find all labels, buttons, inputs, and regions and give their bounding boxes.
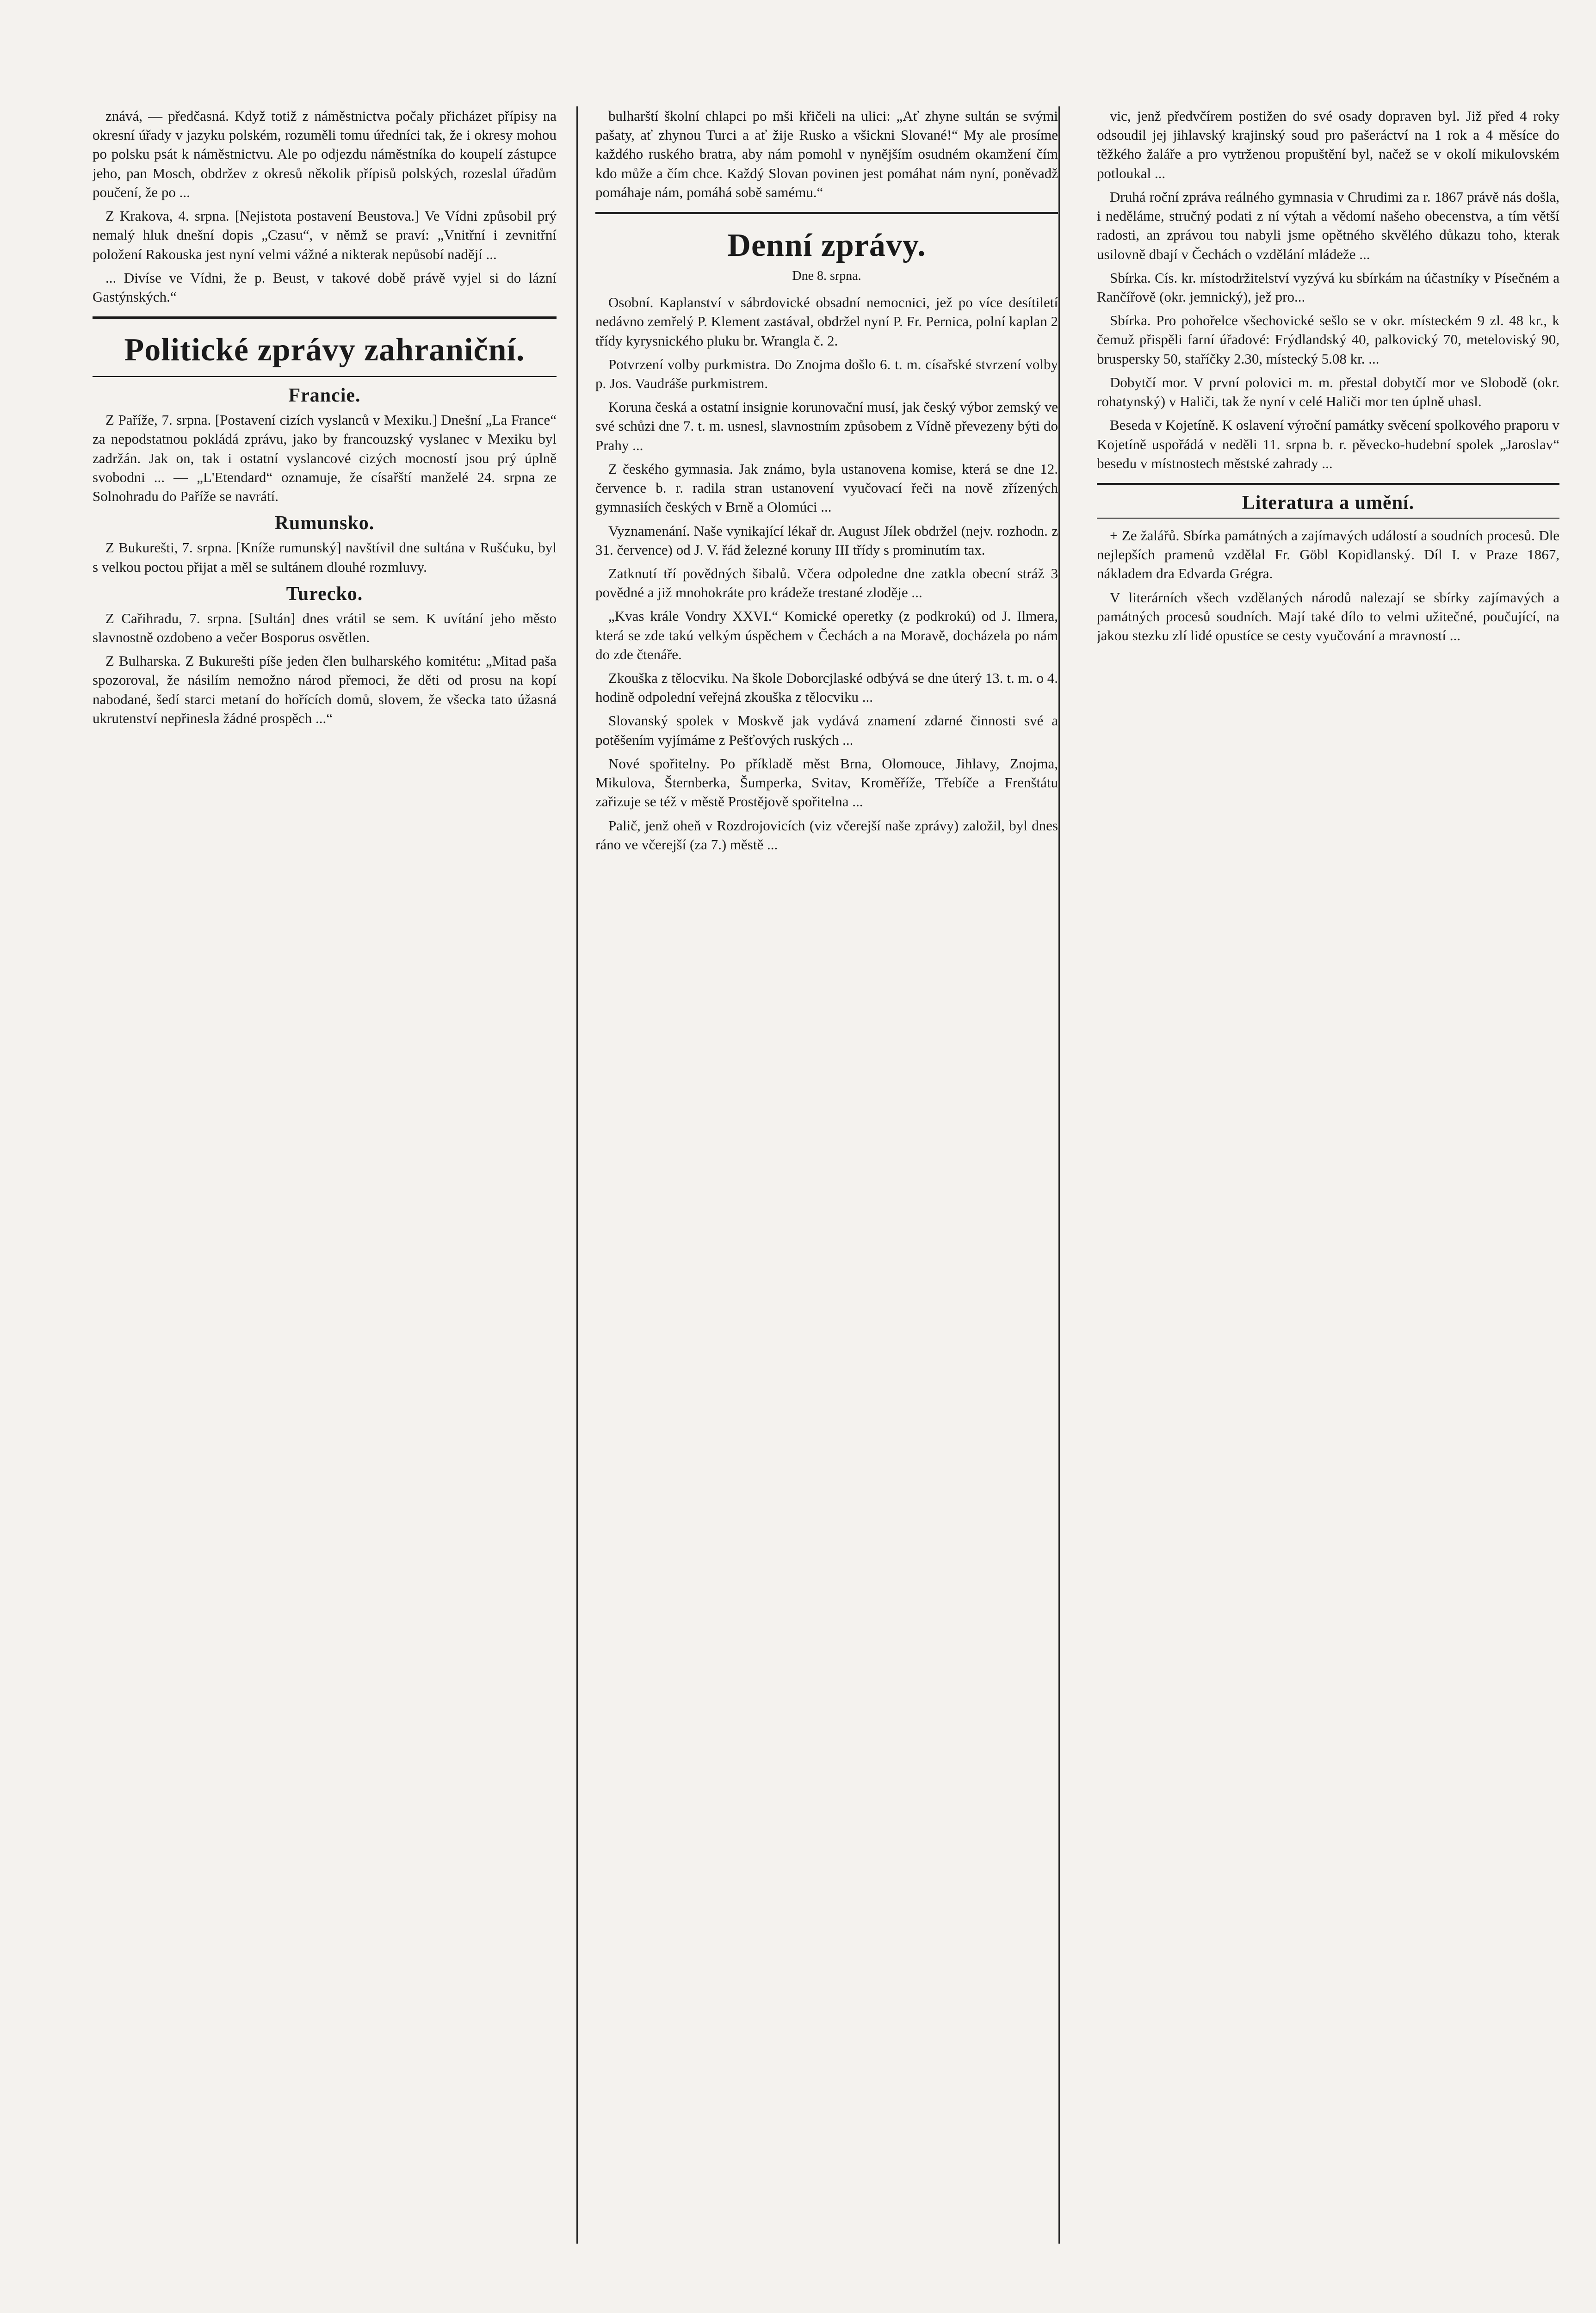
- divider: [595, 212, 1058, 214]
- paragraph: Z českého gymnasia. Jak známo, byla ustanovena komise, která se dne 12. července b. r. radila stran ustanovení vyučovací řeči na nově zřízených gymnasiích českých v Brně a Olomúci ...: [595, 460, 1058, 515]
- section-title-literature: Literatura a umění.: [1242, 492, 1415, 513]
- paragraph: Koruna česká a ostatní insignie korunovační musí, jak český výbor zemský ve své schůzi dne 7. t. m. usnesl, slavnostním způsobem z Vídně převezeny býti do Prahy ...: [595, 399, 1058, 453]
- paragraph: Palič, jenž oheň v Rozdrojovicích (viz včerejší naše zprávy) založil, byl dnes ráno ve včerejší (za 7.) městě ...: [595, 817, 1058, 853]
- paragraph: Zatknutí tří povědných šibalů. Včera odpoledne dne zatkla obecní stráž 3 povědné a již mnohokráte pro krádeže trestané zloděje ...: [595, 565, 1058, 601]
- column-3: [1097, 106, 1559, 2244]
- paragraph: Z Krakova, 4. srpna. [Nejistota postavení Beustova.] Ve Vídni způsobil prý nemalý hluk dnešní dopis „Czasu“, v němž se praví: „Vnitřní i zevnitřní položení Rakouska jest nyní velmi vážné a nikterak nepůsobí nadějí ...: [93, 208, 557, 262]
- paragraph: Z Bulharska. Z Bukurešti píše jeden člen bulharského komitétu: „Mitad paša spozoroval, že násilím nemožno národ přemoci, že děti od prosu na kopí nabodané, šedí starci metaní do hořících domů, slovem, že všecka tato úžasná ukrutenství nepřinesla žádné prospěch ...“: [93, 653, 557, 726]
- paragraph: bulharští školní chlapci po mši křičeli na ulici: „Ať zhyne sultán se svými pašaty, ať zhynou Turci a ať žije Rusko a všickni Slované!“ My ale prosíme každého ruského bratra, aby nám pomohl v nynějším osudném okamžení čím kdo může a čím chce. Každý Slovan povinen jest pomáhat nám nyní, poněvadž pomáhaje nám, pomáhá sobě samému.“: [595, 108, 1058, 200]
- paragraph: Z Paříže, 7. srpna. [Postavení cizích vyslanců v Mexiku.] Dnešní „La France“ za nepodstatnou pokládá zprávu, jako by francouzský vyslanec v Mexiku byl zadržán. Jak on, tak i ostatní vyslancové cizých mocností jsou prý úplně svobodni ... — „L'Etendard“ oznamuje, že císařští manželé 24. srpna ze Solnohradu do Paříže se navrátí.: [93, 412, 557, 505]
- subhead-france: Francie.: [288, 385, 361, 407]
- paragraph: vic, jenž předvčírem postižen do své osady dopraven byl. Již před 4 roky odsoudil jej jihlavský krajinský soud pro pašeráctví na 1 rok a 4 měsíce do těžkého žaláře a pro vytrženou propuštění byl, načež se v okolí mikulovském potloukal ...: [1097, 108, 1559, 181]
- paragraph: V literárních všech vzdělaných národů nalezají se sbírky zajímavých a památných procesů soudních. Mají také dílo to velmi užitečné, poučující, na jakou stezku zlí lidé opustíce se cesty vyučování a mravností ...: [1097, 589, 1559, 644]
- paragraph: Druhá roční zpráva reálného gymnasia v Chrudimi za r. 1867 právě nás došla, i neděláme, stručný podati z ní výtah a vědomí našeho obecenstva, a tím větší radosti, an zprávou tou nabyli jsme opětného skvělého důkazu toho, kterak usilovně dbají v Čechách o vzdělání mládeže ...: [1097, 188, 1559, 262]
- paragraph: Potvrzení volby purkmistra. Do Znojma došlo 6. t. m. císařské stvrzení volby p. Jos. Vaudráše purkmistrem.: [595, 356, 1058, 391]
- paragraph: Z Cařihradu, 7. srpna. [Sultán] dnes vrátil se sem. K uvítání jeho město slavnostně ozdobeno a večer Bosporus osvětlen.: [93, 610, 557, 645]
- paragraph: Nové spořitelny. Po příkladě měst Brna, Olomouce, Jihlavy, Znojma, Mikulova, Šternberka, Šumperka, Svitav, Kroměříže, Třebíče a Frenštátu zařizuje se též v městě Prostějově spořitelna ...: [595, 755, 1058, 810]
- paragraph: Sbírka. Pro pohořelce všechovické sešlo se v okr. místeckém 9 zl. 48 kr., k čemuž přispěli farní úřadové: Frýdlandský 40, palkovický 70, meteloviský 90, bruspersky 50, staříčky 2.30, místecký 5.08 kr. ...: [1097, 312, 1559, 367]
- paragraph: + Ze žalářů. Sbírka památných a zajímavých událostí a soudních procesů. Dle nejlepších pramenů vzdělal Fr. Göbl Kopidlanský. Díl I. v Praze 1867, nákladem dra Edvarda Grégra.: [1097, 527, 1559, 582]
- section-date: Dne 8. srpna.: [792, 269, 861, 284]
- paragraph: Dobytčí mor. V první polovici m. m. přestal dobytčí mor ve Slobodě (okr. rohatynský) v Haliči, tak že nyní v celé Haliči mor ten úplně uhasl.: [1097, 374, 1559, 410]
- paragraph: Slovanský spolek v Moskvě jak vydává znamení zdarné činnosti své a potěšením vyjímáme z Pešťových ruských ...: [595, 712, 1058, 748]
- paragraph: Beseda v Kojetíně. K oslavení výroční památky svěcení spolkového praporu v Kojetíně uspořádá v neděli 11. srpna b. r. pěvecko-hudební spolek „Jaroslav“ besedu v místnostech městské zahrady ...: [1097, 417, 1559, 471]
- columns: [93, 106, 1564, 2244]
- column-1: [93, 106, 557, 2244]
- column-2: [595, 106, 1058, 2244]
- paragraph: Z Bukurešti, 7. srpna. [Kníže rumunský] navštívil dne sultána v Rušćuku, byl s velkou poctou přijat a měl se sultánem dlouhé rozmluvy.: [93, 539, 557, 575]
- section-title-daily-news: Denní zprávy.: [727, 228, 926, 264]
- divider: [1097, 483, 1559, 485]
- section-title-foreign-news: Politické zprávy zahraniční.: [124, 332, 525, 368]
- paragraph: „Kvas krále Vondry XXVI.“ Komické operetky (z podkrokú) od J. Ilmera, která se zde takú velkým úspěchem v Čechách a na Moravě, docházela po nám do zde čtenáře.: [595, 608, 1058, 662]
- paragraph: znává, — předčasná. Když totiž z náměstnictva počaly přicházet přípisy na okresní úřady v jazyku polském, rozuměli tomu úředníci tak, že i okresy mohou po polsku psát k náměstnictvu. Ale po odjezdu náměstníka do koupelí zástupce jeho, pan Mosch, obdržev z okresů několik přípisů polských, rozeslal úřadům poučení, že po ...: [93, 108, 557, 200]
- divider: [93, 316, 557, 319]
- divider: [93, 376, 557, 377]
- subhead-turecko: Turecko.: [286, 583, 363, 605]
- subhead-rumunsko: Rumunsko.: [274, 513, 375, 534]
- paragraph: ... Divíse ve Vídni, že p. Beust, v takové době právě vyjel si do lázní Gastýnských.“: [93, 269, 557, 305]
- paragraph: Zkouška z tělocviku. Na škole Doborcjlaské odbývá se dne úterý 13. t. m. o 4. hodině odpolední veřejná zkouška z tělocviku ...: [595, 670, 1058, 705]
- paragraph: Sbírka. Cís. kr. místodržitelství vyzývá ku sbírkám na účastníky v Písečném a Rančířově (okr. jemnický), jež pro...: [1097, 269, 1559, 305]
- paragraph: Vyznamenání. Naše vynikající lékař dr. August Jílek obdržel (nejv. rozhodn. z 31. července) od J. V. řád železné koruny III třídy s prominutím tax.: [595, 522, 1058, 558]
- paragraph: Osobní. Kaplanství v sábrdovické obsadní nemocnici, jež po více desítiletí nedávno zemřelý P. Klement zastával, obdržel nyní P. Fr. Pernica, polní kaplan 2 třídy kyrysnického pluku br. Wrangla č. 2.: [595, 294, 1058, 349]
- divider: [1097, 518, 1559, 519]
